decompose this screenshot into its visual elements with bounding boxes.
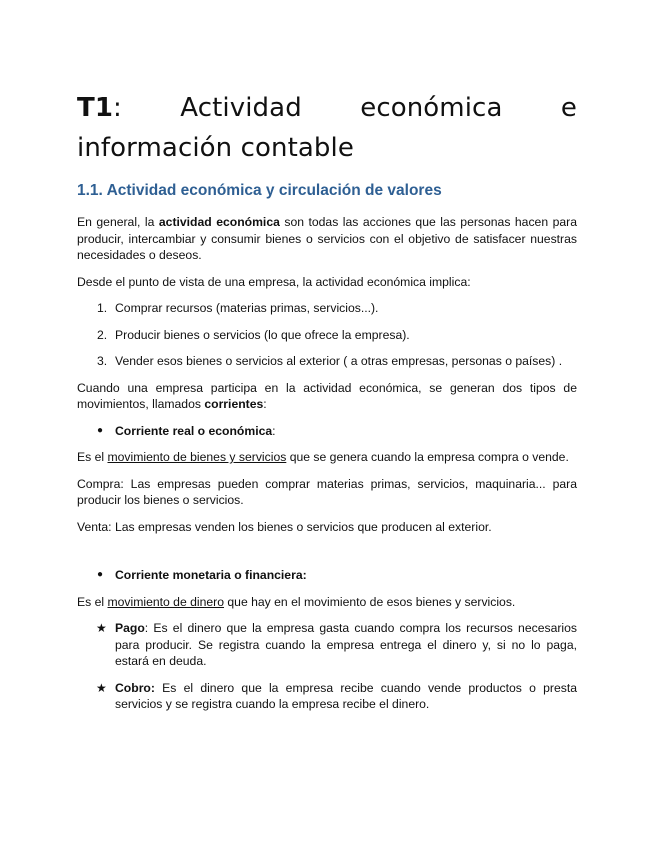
bullet-dot-icon: ● <box>97 569 104 580</box>
venta-paragraph: Venta: Las empresas venden los bienes o servicios que producen al exterior. <box>77 519 492 534</box>
bullet-dot-icon: ● <box>97 424 104 436</box>
document-title <box>77 0 577 168</box>
title-rest: : Actividad económica e información contable <box>77 93 577 163</box>
steps-list <box>77 300 577 370</box>
list-item-text: Vender esos bienes o servicios al exterior ( a otras empresas, personas o países) . <box>115 354 563 368</box>
list-item-text: Producir bienes o servicios (lo que ofrece la empresa). <box>115 327 410 342</box>
star-bullet-icon: ★ <box>96 621 107 635</box>
real-definition <box>77 449 577 466</box>
monetaria-heading-bullet <box>77 567 577 584</box>
pago-label: Pago <box>115 621 145 635</box>
list-item <box>77 353 577 370</box>
section-heading: 1.1. Actividad económica y circulación de valores <box>77 182 442 199</box>
star-bullet-icon: ★ <box>96 680 107 695</box>
intro-text-end: son todas las acciones que las personas hacen para producir, intercambiar y consumir bienes o servicios con el objetivo de satisfacer nuestras necesidades o deseos. <box>77 215 577 262</box>
monetaria-def-start: Es el <box>77 594 108 609</box>
cobro-label: Cobro: <box>115 680 155 695</box>
monetaria-definition <box>77 594 577 611</box>
list-number: 2. <box>97 327 108 342</box>
list-item-text: Comprar recursos (materias primas, servicios...). <box>115 301 379 315</box>
intro-bold-term: actividad económica <box>158 215 280 229</box>
real-def-start: Es el <box>77 450 108 464</box>
monetaria-def-end: que hay en el movimiento de esos bienes y servicios. <box>224 594 516 609</box>
real-heading: Corriente real o económica <box>115 423 273 438</box>
list-number: 3. <box>97 354 108 368</box>
cobro-item <box>77 680 577 713</box>
cobro-text: Es el dinero que la empresa recibe cuando vende productos o presta servicios y se registra cuando la empresa recibe el dinero. <box>115 680 577 711</box>
real-heading-bullet <box>77 423 577 440</box>
pago-text: : Es el dinero que la empresa gasta cuando compra los recursos necesarios para producir. Se registra cuando la empresa entrega el dinero y, si no lo paga, estará en deuda. <box>115 621 577 668</box>
pago-item <box>77 620 577 670</box>
real-def-end: que se genera cuando la empresa compra o vende. <box>286 450 569 464</box>
list-item <box>77 327 577 344</box>
real-heading-suffix: : <box>272 423 276 438</box>
monetaria-def-underlined: movimiento de dinero <box>107 594 225 609</box>
corrientes-bold-term: corrientes <box>204 397 264 411</box>
list-number: 1. <box>97 301 108 315</box>
intro-paragraph <box>77 214 577 264</box>
title-prefix: T1 <box>77 93 114 123</box>
intro-text-start: En general, la <box>77 215 159 229</box>
compra-paragraph: Compra: Las empresas pueden comprar materias primas, servicios, maquinaria... para producir los bienes o servicios. <box>77 476 577 507</box>
corrientes-text-start: Cuando una empresa participa en la actividad económica, se generan dos tipos de movimientos, llamados <box>77 380 577 411</box>
real-def-underlined: movimiento de bienes y servicios <box>107 450 287 464</box>
spacer <box>77 545 577 567</box>
corrientes-paragraph <box>77 380 577 413</box>
list-item <box>77 300 577 317</box>
monetaria-heading: Corriente monetaria o financiera: <box>115 568 307 582</box>
corrientes-text-end: : <box>263 397 267 411</box>
implica-paragraph: Desde el punto de vista de una empresa, la actividad económica implica: <box>77 274 471 289</box>
